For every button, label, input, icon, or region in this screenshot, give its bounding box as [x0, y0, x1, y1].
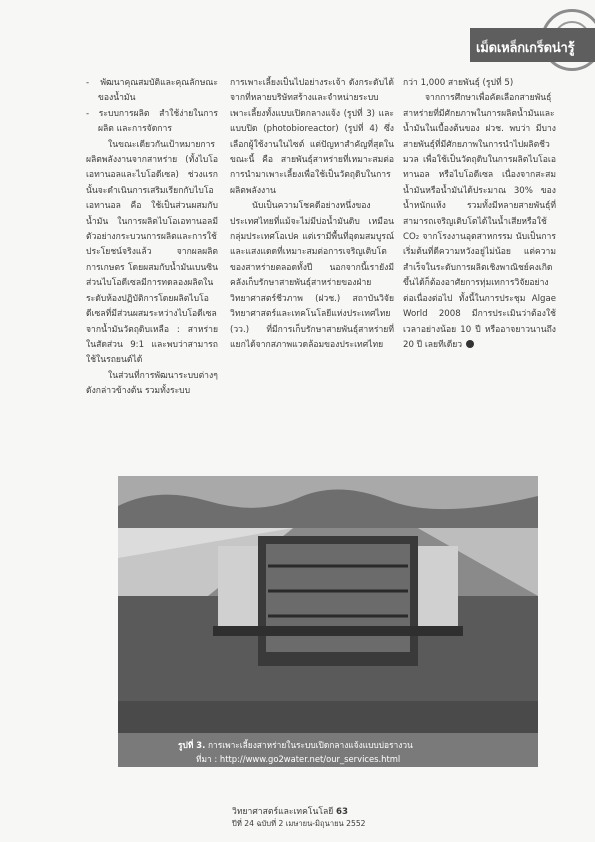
- caption-label: รูปที่ 3.: [178, 740, 206, 750]
- paragraph: [403, 91, 556, 353]
- paddlewheel-side-left: [218, 546, 258, 626]
- figure-caption: [178, 738, 413, 752]
- text-column-3: [403, 76, 556, 353]
- caption-text: การเพาะเลี้ยงสาหร่ายในระบบเปิดกลางแจ้งแบบบ่อรางวน: [207, 740, 413, 750]
- paragraph: การเพาะเลี้ยงเป็นไปอย่างระเจ้า ดังกระดับได้จากที่หลายบริษัทสร้างและจำหน่ายระบบเพาะเลี้ยงทั้งแบบเปิดกลางแจ้ง (รูปที่ 3) และแบบปิด (photobioreactor) (รูปที่ 4) ซึ่งเลือกผู้ใช้งานในไซต์ แต่ปัญหาสำคัญที่สุดในขณะนี้ คือ สายพันธุ์สาหร่ายที่เหมาะสมต่อการนำมาเพาะเลี้ยงเพื่อใช้เป็นวัตถุดิบในการผลิตพลังงาน: [230, 78, 394, 196]
- text-column-2: [230, 76, 394, 353]
- text-column-1: [86, 76, 218, 400]
- paragraph: ในขณะเดียวกันเป้าหมายการผลิตพลังงานจากสาหร่าย (ทั้งไบโอเอทานอลและไบโอดีเซล) ช่วงแรกนั้นจะดำเนินการเสริมเรียกกับไบโอเอทานอล คือ ใช้เป็นส่วนผสมกับน้ำมัน ในการผลิตไบโอเอทานอลมีตัวอย่างกระบวนการผลิตและการใช้ประโยชน์จริงแล้ว จากผลผลิตการเกษตร โดยผสมกับน้ำมันเบนซิน ส่วนไบโอดีเซลมีการทดลองผลิตในระดับห้องปฏิบัติการโดยผลิตไบโอดีเซลที่มีส่วนผสมระหว่างไบโอดีเซลจากน้ำมันวัตถุดิบเหลือ : สาหร่าย ในสัดส่วน 9:1 และพบว่าสามารถใช้ในรถยนต์ได้: [86, 139, 218, 366]
- paddlewheel-base: [213, 626, 463, 636]
- source-label: ที่มา :: [196, 754, 218, 764]
- bullet-item: - ระบบการผลิต สำใช้ง่ายในการผลิต และการจัดการ: [86, 108, 218, 135]
- footer-issue: ปีที่ 24 ฉบับที่ 2 เมษายน-มิถุนายน 2552: [232, 819, 366, 828]
- source-url: http://www.go2water.net/our_services.html: [219, 754, 401, 764]
- paragraph-text: จากการศึกษาเพื่อคัดเลือกสายพันธุ์สาหร่ายที่มีศักยภาพในการผลิตน้ำมันและน้ำมันในเบื้องต้นของ ฝวช. พบว่า มีบางสายพันธุ์ที่มีศักยภาพในการนำไปผลิตชีวมวล เพื่อใช้เป็นวัตถุดิบในการผลิตไบโอเอทานอล หรือไบโอดีเซล เนื่องจากสะสมน้ำมันหรือน้ำมันได้ประมาณ 30% ของน้ำหนักแห้ง รวมทั้งมีหลายสายพันธุ์ที่สามารถเจริญเติบโตได้ในน้ำเสียหรือใช้ CO₂ จากโรงงานอุตสาหกรรม นับเป็นการเริ่มต้นที่ดีความหวังอยู่ไม่น้อย แต่ความสำเร็จในระดับการผลิตเชิงพาณิชย์คงเกิดขึ้นได้ก็ต้องอาศัยการทุ่มเทการวิจัยอย่างต่อเนื่องต่อไป ทั้งนี้ในการประชุม Algae World 2008 มีการประเมินว่าต้องใช้เวลาอย่างน้อย 10 ปี หรืออาจยาวนานถึง 20 ปี เลยทีเดียว: [403, 93, 556, 350]
- section-header-title: เม็ดเหล็กเกร็ดน่ารู้: [476, 41, 575, 56]
- page-number: 63: [336, 807, 348, 817]
- footer-magazine: [232, 804, 382, 818]
- paragraph: นับเป็นความโชคดีอย่างหนึ่งของประเทศไทยที่แม้จะไม่มีบ่อน้ำมันดิบ เหมือนกลุ่มประเทศโอเปค แต่เรามีพื้นที่อุดมสมบูรณ์และแสงแดดที่เหมาะสมต่อการเจริญเติบโตของสาหร่ายตลอดทั้งปี นอกจากนี้เรายังมีคลังเก็บรักษาสายพันธุ์สาหร่ายของฝ่ายวิทยาศาสตร์ชีวภาพ (ฝวช.) สถาบันวิจัยวิทยาศาสตร์และเทคโนโลยีแห่งประเทศไทย (วว.) ที่มีการเก็บรักษาสายพันธุ์สาหร่ายที่แยกได้จากสภาพแวดล้อมของประเทศไทย: [230, 201, 394, 350]
- paragraph: กว่า 1,000 สายพันธุ์ (รูปที่ 5): [403, 78, 514, 88]
- paddlewheel-side-right: [418, 546, 458, 626]
- paragraph: ในส่วนที่การพัฒนาระบบต่างๆ ดังกล่าวข้างต้น รวมทั้งระบบ: [86, 370, 218, 397]
- bullet-item: - พัฒนาคุณสมบัติและคุณลักษณะของน้ำมัน: [86, 78, 218, 104]
- end-of-article-icon: [466, 340, 474, 348]
- open-pond-paddlewheel-photo: [118, 476, 538, 733]
- magazine-name: วิทยาศาสตร์และเทคโนโลยี: [232, 807, 334, 817]
- figure-photo: [118, 476, 538, 733]
- figure-source: [196, 752, 400, 766]
